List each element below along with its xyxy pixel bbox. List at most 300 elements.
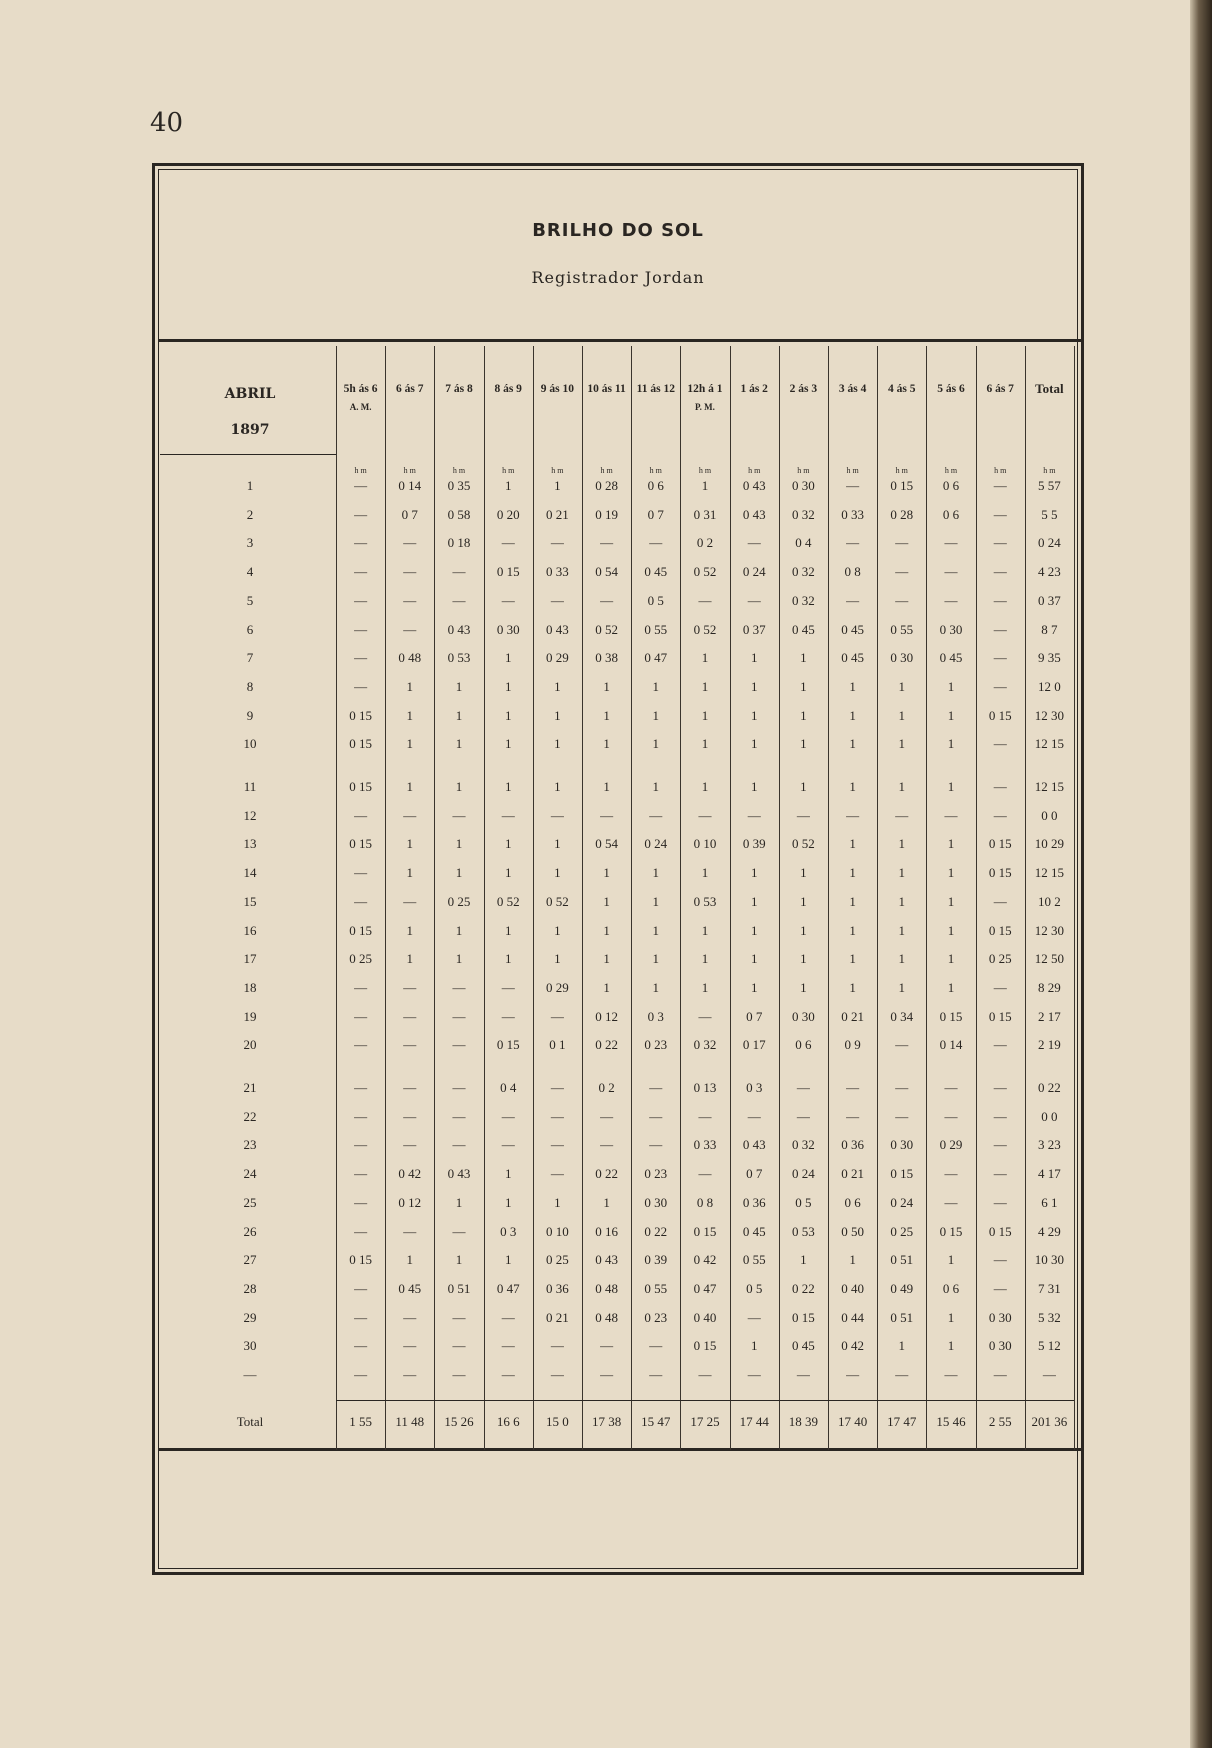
table-cell: — — [993, 1280, 1007, 1296]
table-cell: 0 55 — [890, 621, 914, 637]
table-cell: — — [993, 1194, 1007, 1210]
table-cell: — — [354, 678, 368, 694]
day-label: 1 — [246, 478, 254, 493]
unit-label: h m — [797, 466, 810, 475]
hour-column-header — [484, 380, 533, 398]
table-cell: — — [354, 1309, 368, 1325]
table-cell: 1 — [701, 865, 709, 881]
table-cell: 0 23 — [644, 1309, 668, 1325]
day-label: 23 — [243, 1137, 257, 1153]
hour-column-label: 7 ás 8 — [445, 383, 473, 395]
table-cell: 1 — [849, 678, 856, 694]
table-cell: 0 43 — [447, 1166, 471, 1182]
table-cell: — — [354, 564, 368, 580]
table-cell: — — [501, 979, 515, 995]
table-cell: — — [550, 592, 564, 608]
table-cell: — — [944, 807, 958, 823]
table-cell: — — [550, 1008, 564, 1024]
table-cell: — — [649, 1137, 663, 1153]
day-label: 20 — [243, 1037, 257, 1053]
total-cell: 18 39 — [788, 1414, 819, 1429]
table-cell: — — [354, 1166, 368, 1182]
table-cell: 0 53 — [693, 893, 717, 909]
table-cell: — — [452, 979, 466, 995]
table-cell: — — [698, 1108, 712, 1124]
table-cell: 1 — [455, 865, 463, 881]
page-subtitle: Registrador Jordan — [531, 268, 705, 287]
hour-column-label: 5 ás 6 — [937, 383, 965, 395]
table-cell: — — [403, 1223, 417, 1239]
table-cell: 1 — [554, 951, 561, 967]
table-cell: 1 — [849, 707, 856, 723]
unit-label: h m — [600, 466, 613, 475]
table-cell: 0 51 — [447, 1280, 471, 1296]
table-cell: — — [403, 1367, 417, 1382]
table-cell: — — [550, 807, 564, 823]
table-cell: 0 21 — [841, 1166, 864, 1182]
table-cell: 0 37 — [742, 621, 766, 637]
table-cell: 1 — [603, 922, 610, 938]
table-cell: — — [944, 1166, 958, 1182]
table-cell: 1 — [652, 779, 660, 794]
table-cell: — — [649, 1080, 663, 1095]
table-cell: 1 — [406, 865, 414, 881]
table-cell: 1 — [455, 1252, 463, 1268]
table-cell: 0 22 — [792, 1280, 815, 1296]
table-cell: 0 30 — [988, 1309, 1012, 1325]
table-cell: 1 — [652, 951, 660, 967]
day-label: 29 — [243, 1309, 257, 1325]
table-cell: — — [747, 1309, 761, 1325]
table-cell: — — [501, 1108, 515, 1124]
table-cell: 0 33 — [693, 1137, 717, 1153]
column-rule — [1074, 346, 1075, 1450]
table-cell: 0 15 — [988, 1223, 1012, 1239]
table-cell: 0 30 — [939, 621, 963, 637]
table-cell: — — [403, 535, 417, 551]
table-cell: — — [501, 807, 515, 823]
unit-label: h m — [895, 466, 908, 475]
table-cell: — — [993, 1037, 1007, 1053]
total-cell: 17 44 — [739, 1414, 769, 1429]
table-cell: 0 45 — [398, 1280, 422, 1296]
table-cell: 1 — [947, 1338, 955, 1354]
table-cell: 0 14 — [939, 1037, 963, 1053]
table-cell: 0 21 — [546, 506, 569, 522]
total-cell: 15 47 — [641, 1414, 671, 1429]
day-label: 11 — [243, 779, 257, 794]
table-cell: 0 45 — [792, 1338, 815, 1354]
table-cell: — — [796, 1367, 810, 1382]
table-cell: — — [452, 1137, 466, 1153]
hour-column-period: A. M. — [349, 402, 372, 412]
table-cell: 0 7 — [746, 1008, 763, 1024]
table-cell: 0 33 — [546, 564, 569, 580]
table-cell: 1 — [554, 707, 561, 723]
table-cell: 1 — [652, 893, 660, 909]
table-cell: 12 30 — [1034, 707, 1065, 723]
unit-label: h m — [403, 466, 416, 475]
table-cell: — — [354, 1008, 368, 1024]
table-cell: — — [846, 807, 860, 823]
table-cell: 0 30 — [890, 650, 914, 666]
day-label: 28 — [243, 1280, 257, 1296]
table-cell: 0 24 — [742, 564, 766, 580]
day-label: 17 — [243, 951, 257, 967]
table-cell: 1 — [701, 736, 709, 752]
table-cell: 0 52 — [546, 893, 569, 909]
page-title: BRILHO DO SOL — [532, 220, 704, 241]
table-cell: — — [600, 1338, 614, 1354]
table-cell: 1 — [947, 1309, 955, 1325]
table-cell: 5 5 — [1041, 506, 1058, 522]
table-cell: 0 15 — [988, 1008, 1012, 1024]
table-cell: 0 4 — [795, 535, 812, 551]
table-cell: 12 15 — [1034, 779, 1065, 794]
table-cell: 0 24 — [792, 1166, 815, 1182]
table-cell: 0 36 — [742, 1194, 766, 1210]
table-cell: — — [649, 1367, 663, 1382]
table-cell: 0 49 — [890, 1280, 914, 1296]
table-cell: 0 45 — [644, 564, 668, 580]
table-cell: 1 — [849, 736, 856, 752]
unit-label: h m — [649, 466, 662, 475]
hour-column-header — [1025, 380, 1074, 398]
hour-column-header — [533, 380, 582, 398]
table-cell: — — [993, 506, 1007, 522]
table-cell: 1 — [947, 736, 955, 752]
table-cell: 1 — [406, 922, 414, 938]
table-cell: 0 51 — [890, 1309, 914, 1325]
table-cell: 0 35 — [447, 478, 471, 493]
table-cell: 0 25 — [890, 1223, 914, 1239]
hour-column-header — [434, 380, 483, 398]
table-cell: 1 — [800, 865, 807, 881]
table-cell: 1 — [701, 922, 709, 938]
table-cell: — — [550, 1137, 564, 1153]
footer-rule — [158, 1448, 1084, 1451]
day-label: 21 — [243, 1080, 257, 1095]
table-cell: 1 — [603, 678, 610, 694]
table-cell: 0 30 — [644, 1194, 668, 1210]
table-cell: 0 0 — [1041, 807, 1058, 823]
table-cell: 1 — [800, 1252, 807, 1268]
table-cell: 0 52 — [496, 893, 520, 909]
table-cell: — — [354, 478, 368, 493]
table-cell: 1 — [406, 951, 414, 967]
table-cell: — — [895, 592, 909, 608]
table-cell: 0 55 — [742, 1252, 766, 1268]
day-label: 9 — [246, 707, 254, 723]
table-cell: 0 54 — [595, 564, 618, 580]
hour-column-header — [976, 380, 1025, 398]
table-cell: 1 — [800, 922, 807, 938]
table-cell: — — [354, 592, 368, 608]
table-cell: — — [403, 592, 417, 608]
hour-column-label: 9 ás 10 — [540, 383, 574, 395]
table-cell: 0 36 — [841, 1137, 864, 1153]
table-cell: 1 — [554, 1194, 561, 1210]
table-cell: 0 30 — [792, 478, 815, 493]
table-cell: 1 — [406, 779, 414, 794]
table-cell: — — [846, 592, 860, 608]
table-cell: 1 — [406, 736, 414, 752]
table-cell: — — [403, 1080, 417, 1095]
table-cell: 1 — [750, 650, 758, 666]
table-cell: 1 — [898, 893, 906, 909]
table-cell: — — [698, 1166, 712, 1182]
table-cell: — — [895, 1037, 909, 1053]
month-label: ABRIL — [224, 386, 276, 402]
table-cell: 12 50 — [1034, 951, 1065, 967]
table-cell: 0 47 — [496, 1280, 520, 1296]
table-cell: 0 47 — [693, 1280, 717, 1296]
table-cell: 0 52 — [693, 564, 717, 580]
table-cell: 1 — [849, 865, 856, 881]
table-cell: 0 30 — [988, 1338, 1012, 1354]
table-cell: 7 31 — [1038, 1280, 1061, 1296]
table-cell: 0 47 — [644, 650, 668, 666]
table-cell: — — [747, 592, 761, 608]
table-cell: — — [354, 535, 368, 551]
table-cell: 1 — [504, 836, 512, 852]
table-cell: 1 — [652, 678, 660, 694]
unit-label: h m — [748, 466, 761, 475]
table-cell: 1 — [947, 707, 955, 723]
table-cell: 0 25 — [447, 893, 471, 909]
table-cell: 1 — [504, 1252, 512, 1268]
day-label: 15 — [243, 893, 257, 909]
table-cell: 1 — [504, 678, 512, 694]
table-cell: — — [452, 1008, 466, 1024]
table-cell: 0 6 — [844, 1194, 861, 1210]
table-cell: 1 — [603, 736, 610, 752]
table-cell: 0 10 — [693, 836, 717, 852]
table-cell: 5 12 — [1038, 1338, 1061, 1354]
hour-column-header — [779, 380, 828, 398]
table-cell: 0 15 — [349, 707, 372, 723]
day-label: 2 — [246, 506, 254, 522]
hour-column-period: P. M. — [695, 402, 715, 412]
hour-column-label: 5h ás 6 — [343, 383, 378, 395]
table-cell: 0 5 — [746, 1280, 763, 1296]
table-cell: — — [895, 807, 909, 823]
table-cell: — — [403, 1309, 417, 1325]
table-cell: — — [993, 478, 1007, 493]
table-cell: — — [550, 1166, 564, 1182]
table-cell: 1 — [455, 1194, 463, 1210]
table-cell: — — [354, 865, 368, 881]
table-cell: 0 22 — [595, 1037, 618, 1053]
table-cell: — — [550, 535, 564, 551]
table-cell: 1 — [652, 865, 660, 881]
table-cell: 1 — [947, 779, 955, 794]
total-cell: 17 38 — [591, 1414, 622, 1429]
table-cell: — — [501, 1309, 515, 1325]
table-cell: — — [698, 592, 712, 608]
table-cell: 1 — [800, 736, 807, 752]
table-cell: 0 30 — [496, 621, 520, 637]
table-cell: — — [993, 1166, 1007, 1182]
table-cell: 1 — [947, 979, 955, 995]
table-cell: — — [354, 1338, 368, 1354]
table-cell: 5 57 — [1038, 478, 1061, 493]
table-cell: 0 21 — [841, 1008, 864, 1024]
table-cell: 1 — [849, 779, 856, 794]
table-cell: 4 29 — [1038, 1223, 1061, 1239]
table-cell: — — [993, 736, 1007, 752]
table-cell: — — [550, 1338, 564, 1354]
table-cell: 5 32 — [1038, 1309, 1061, 1325]
table-cell: 1 — [554, 865, 561, 881]
table-cell: 3 23 — [1038, 1137, 1061, 1153]
table-cell: 1 — [554, 922, 561, 938]
table-cell: 1 — [504, 478, 512, 493]
hour-column-header — [877, 380, 926, 398]
table-cell: 1 — [898, 836, 906, 852]
hour-column-header — [926, 380, 975, 398]
table-cell: — — [354, 650, 368, 666]
total-cell: 15 0 — [546, 1414, 569, 1429]
table-cell: 1 — [406, 678, 414, 694]
table-cell: 0 50 — [841, 1223, 864, 1239]
table-cell: 1 — [947, 865, 955, 881]
table-cell: 1 — [406, 836, 414, 852]
table-cell: 1 — [554, 779, 561, 794]
table-cell: — — [944, 1367, 958, 1382]
table-cell: 4 17 — [1038, 1166, 1061, 1182]
table-cell: — — [895, 1108, 909, 1124]
table-cell: 0 42 — [693, 1252, 717, 1268]
total-cell: 15 46 — [936, 1414, 966, 1429]
table-cell: — — [501, 1008, 515, 1024]
table-cell: 0 34 — [890, 1008, 914, 1024]
table-cell: — — [846, 1108, 860, 1124]
table-cell: 0 43 — [742, 1137, 766, 1153]
table-cell: 1 — [652, 707, 660, 723]
table-cell: 0 40 — [693, 1309, 717, 1325]
table-cell: 0 5 — [647, 592, 664, 608]
unit-label: h m — [994, 466, 1007, 475]
table-cell: 1 — [750, 707, 758, 723]
table-cell: 0 8 — [844, 564, 861, 580]
unit-label: h m — [698, 466, 712, 475]
hour-column-header — [582, 380, 631, 398]
table-cell: — — [354, 1137, 368, 1153]
table-cell: — — [354, 979, 368, 995]
table-cell: 1 — [701, 478, 709, 493]
total-rule — [336, 1400, 1074, 1401]
table-cell: — — [600, 592, 614, 608]
table-cell: 1 — [652, 922, 660, 938]
table-cell: — — [796, 807, 810, 823]
table-cell: 0 55 — [644, 1280, 668, 1296]
table-cell: 1 — [701, 707, 709, 723]
table-cell: 0 6 — [942, 1280, 960, 1296]
unit-label: h m — [944, 466, 958, 475]
table-cell: — — [452, 1367, 466, 1382]
table-cell: — — [747, 535, 761, 551]
table-cell: 0 2 — [598, 1080, 615, 1095]
table-cell: — — [993, 678, 1007, 694]
table-cell: 1 — [455, 736, 463, 752]
table-cell: — — [354, 893, 368, 909]
table-cell: 0 15 — [890, 1166, 914, 1182]
table-cell: 1 — [750, 736, 758, 752]
table-cell: — — [993, 535, 1007, 551]
table-cell: 1 — [750, 979, 758, 995]
table-cell: 0 30 — [890, 1137, 914, 1153]
table-cell: 0 24 — [890, 1194, 914, 1210]
table-cell: 2 19 — [1038, 1037, 1061, 1053]
table-cell: — — [1042, 1367, 1056, 1382]
table-cell: 0 23 — [644, 1166, 668, 1182]
table-cell: 1 — [947, 893, 955, 909]
table-cell: 0 39 — [742, 836, 766, 852]
day-label: — — [243, 1367, 257, 1382]
table-cell: 0 15 — [349, 779, 372, 794]
table-cell: 1 — [504, 650, 512, 666]
table-cell: 0 22 — [595, 1166, 618, 1182]
table-cell: 0 15 — [496, 564, 520, 580]
table-cell: 1 — [800, 678, 807, 694]
hour-column-label: 8 ás 9 — [494, 383, 522, 395]
table-cell: 1 — [898, 865, 906, 881]
table-cell: — — [403, 621, 417, 637]
table-cell: — — [993, 893, 1007, 909]
table-cell: 1 — [750, 779, 758, 794]
table-cell: 1 — [898, 779, 906, 794]
table-cell: 1 — [800, 707, 807, 723]
table-cell: 0 15 — [939, 1223, 963, 1239]
table-cell: 0 6 — [647, 478, 664, 493]
table-cell: — — [895, 564, 909, 580]
hour-column-header — [680, 380, 729, 416]
table-cell: — — [452, 1108, 466, 1124]
day-label: 3 — [246, 535, 254, 551]
table-cell: 9 35 — [1038, 650, 1061, 666]
table-cell: — — [452, 1309, 466, 1325]
table-cell: 1 — [898, 707, 906, 723]
unit-label: h m — [502, 466, 515, 475]
table-cell: 0 15 — [988, 922, 1012, 938]
table-cell: 0 44 — [841, 1309, 864, 1325]
table-cell: 0 42 — [841, 1338, 864, 1354]
table-cell: — — [944, 1080, 958, 1095]
table-cell: — — [600, 535, 614, 551]
table-cell: 0 6 — [942, 478, 960, 493]
table-cell: — — [403, 893, 417, 909]
table-cell: 0 15 — [988, 836, 1012, 852]
table-cell: 0 53 — [792, 1223, 815, 1239]
table-cell: 0 0 — [1041, 1108, 1058, 1124]
table-cell: — — [944, 1108, 958, 1124]
table-cell: 0 14 — [398, 478, 422, 493]
unit-label: h m — [354, 466, 367, 475]
total-cell: 17 47 — [887, 1414, 917, 1429]
table-cell: — — [993, 621, 1007, 637]
table-cell: 0 24 — [644, 836, 668, 852]
table-cell: 0 42 — [398, 1166, 422, 1182]
table-cell: 1 — [554, 836, 561, 852]
table-cell: — — [452, 592, 466, 608]
table-cell: — — [403, 1137, 417, 1153]
table-cell: 1 — [455, 707, 463, 723]
day-label: 25 — [243, 1194, 257, 1210]
day-label: 18 — [243, 979, 257, 995]
table-cell: 0 15 — [349, 736, 372, 752]
table-cell: 1 — [554, 736, 561, 752]
